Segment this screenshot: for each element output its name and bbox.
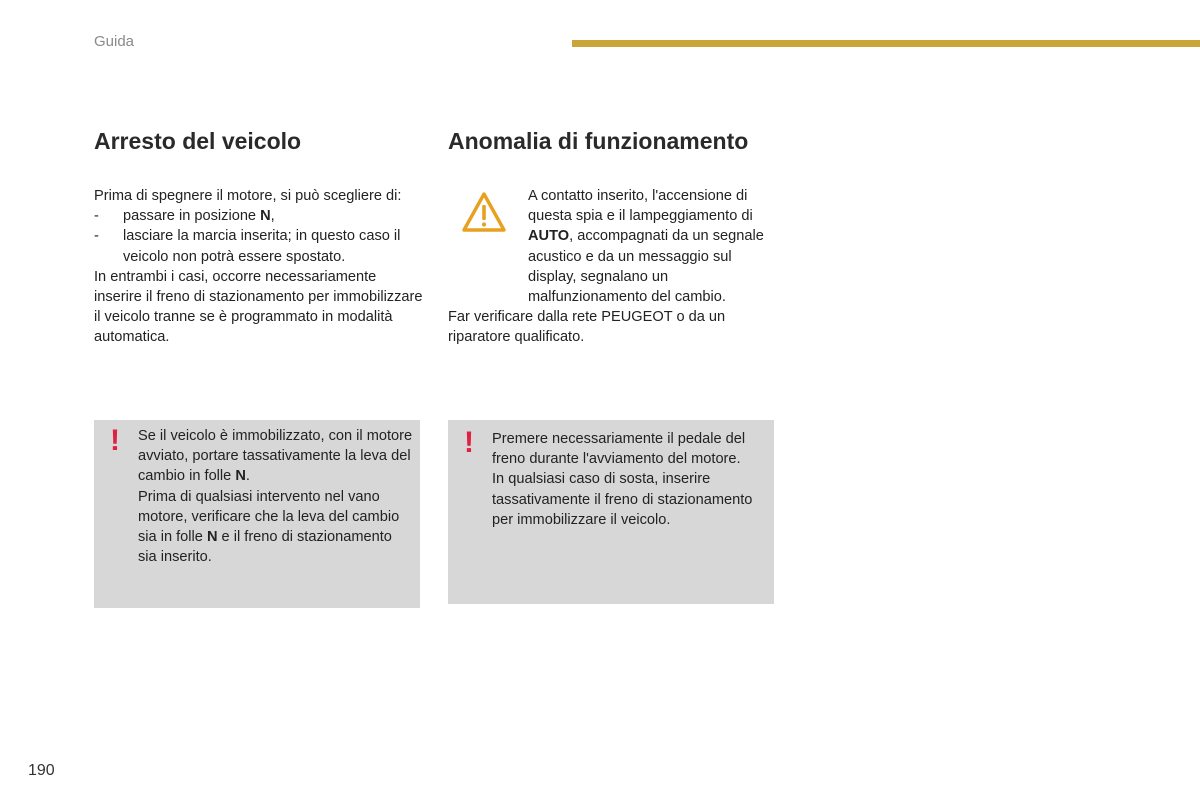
warning-triangle-icon (460, 190, 508, 236)
notice-para (138, 487, 414, 568)
option-text: passare in posizione (123, 208, 261, 225)
accent-bar (572, 40, 1200, 47)
page-number: 190 (28, 762, 55, 779)
notice-para (138, 426, 414, 487)
para-text-after: , accompagnati da un segnale acustico e da un messaggio sul display, segnalano un malfunzionamento del cambio. (528, 228, 764, 306)
auto-label: AUTO (528, 228, 570, 245)
arresto-body (94, 186, 424, 348)
section-label: Guida (94, 33, 135, 50)
notice-box-right (448, 420, 774, 604)
notice-box-left (94, 420, 420, 608)
dash-marker: - (94, 228, 99, 245)
notice-text-left (138, 426, 414, 567)
notice-bold: N (235, 468, 246, 485)
exclamation-icon: ! (110, 424, 120, 457)
anomalia-body (448, 186, 778, 348)
notice-para: In qualsiasi caso di sosta, inserire tassativamente il freno di stazionamento per immobilizzare il veicolo. (492, 471, 753, 528)
section-title-anomalia: Anomalia di funzionamento (448, 128, 749, 154)
notice-para: Premere necessariamente il pedale del freno durante l'avviamento del motore. (492, 431, 746, 468)
notice-bold: N (206, 529, 218, 546)
column-anomalia (448, 126, 778, 348)
option-bold: N (260, 208, 271, 225)
anomalia-para-2: Far verificare dalla rete PEUGEOT o da un riparatore qualificato. (448, 309, 726, 346)
arresto-intro: Prima di spegnere il motore, si può scegliere di: (94, 188, 402, 204)
notice-text-right (492, 429, 768, 530)
para-text: A contatto inserito, l'accensione di questa spia e il lampeggiamento di (528, 188, 753, 225)
option-item (94, 226, 424, 266)
column-arresto (94, 126, 424, 348)
exclamation-icon: ! (464, 426, 474, 459)
notice-line: Prima di qualsiasi intervento nel vano motore, verificare che la leva del cambio sia in folle (138, 488, 400, 546)
option-text: lasciare la marcia inserita; in questo caso il veicolo non potrà essere spostato. (123, 228, 401, 265)
notice-line-after: . (245, 468, 250, 485)
section-title-arresto: Arresto del veicolo (94, 128, 302, 154)
notice-line: Se il veicolo è immobilizzato, con il motore avviato, portare tassativamente la leva del cambio in folle (138, 428, 413, 485)
dash-marker: - (94, 208, 99, 225)
option-item (94, 206, 424, 226)
arresto-paragraph: In entrambi i casi, occorre necessariamente inserire il freno di stazionamento per immobilizzare il veicolo tranne se è programmato in modalità automatica. (94, 268, 423, 346)
notice-line-after: e il freno di stazionamento sia inserito. (138, 529, 392, 566)
option-text-after: , (270, 208, 275, 225)
